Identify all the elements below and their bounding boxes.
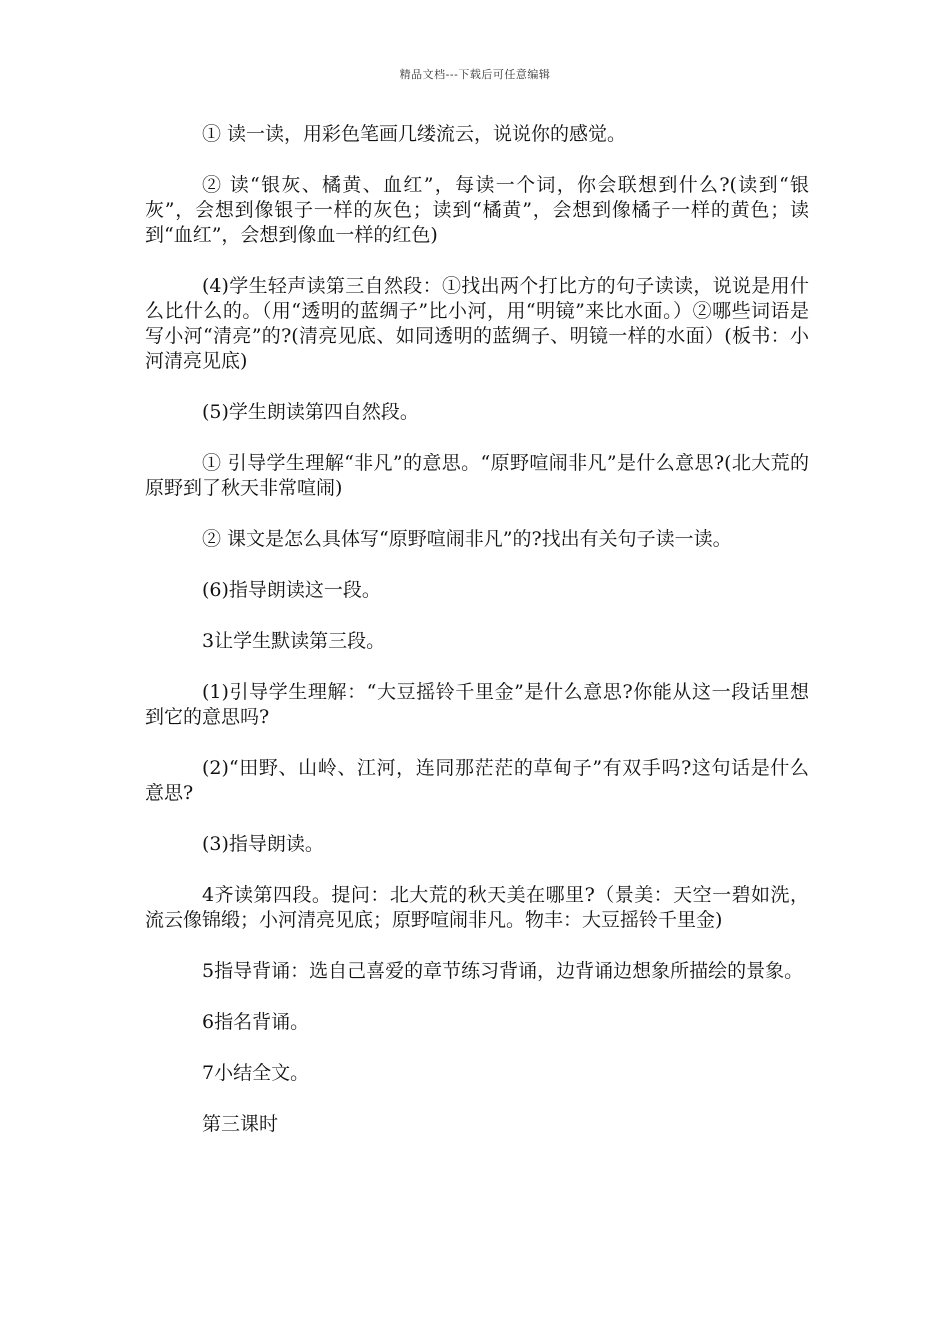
paragraph-soybean-meaning: (1)引导学生理解：“大豆摇铃千里金”是什么意思?你能从这一段话里想到它的意思吗? — [145, 681, 809, 728]
paragraph-hands-question: (2)“田野、山岭、江河，连同那茫茫的草甸子”有双手吗?这句话是什么意思? — [145, 757, 809, 804]
paragraph-fourth-section: (5)学生朗读第四自然段。 — [202, 401, 419, 423]
paragraph-find-sentences: ② 课文是怎么具体写“原野喧闹非凡”的?找出有关句子读一读。 — [202, 528, 732, 550]
paragraph-named-recitation: 6指名背诵。 — [202, 1011, 310, 1033]
paragraph-summary: 7小结全文。 — [202, 1062, 310, 1084]
page-header: 精品文档---下载后可任意编辑 — [399, 68, 551, 81]
paragraph-color-words: ② 读“银灰、橘黄、血红”，每读一个词，你会联想到什么?(读到“银灰”，会想到像银子一样的灰色；读到“橘黄”，会想到像橘子一样的黄色；读到“血红”，会想到像血一样的红色) — [145, 174, 809, 246]
paragraph-silent-reading: 3让学生默读第三段。 — [202, 630, 386, 652]
paragraph-recite: 5指导背诵：选自己喜爱的章节练习背诵，边背诵边想象所描绘的景象。 — [202, 960, 804, 982]
paragraph-read-together: 4齐读第四段。提问：北大荒的秋天美在哪里?（景美：天空一碧如洗，流云像锦缎；小河清亮见底；原野喧闹非凡。物丰：大豆摇铃千里金) — [145, 884, 809, 931]
paragraph-guide-reading: (6)指导朗读这一段。 — [202, 579, 381, 601]
paragraph-meaning-feifan: ① 引导学生理解“非凡”的意思。“原野喧闹非凡”是什么意思?(北大荒的原野到了秋天非常喧闹) — [145, 452, 809, 499]
paragraph-read-clouds: ① 读一读，用彩色笔画几缕流云，说说你的感觉。 — [202, 123, 627, 145]
paragraph-third-section: (4)学生轻声读第三自然段：①找出两个打比方的句子读读，说说是用什么比什么的。（用“透明的蓝绸子”比小河，用“明镜”来比水面。）②哪些词语是写小河“清亮”的?(清亮见底、如同透明的蓝绸子、明镜一样的水面）(板书：小河清亮见底) — [145, 275, 809, 372]
paragraph-third-lesson: 第三课时 — [202, 1113, 279, 1135]
paragraph-guide-reading-2: (3)指导朗读。 — [202, 833, 324, 855]
document-body — [145, 122, 809, 1163]
